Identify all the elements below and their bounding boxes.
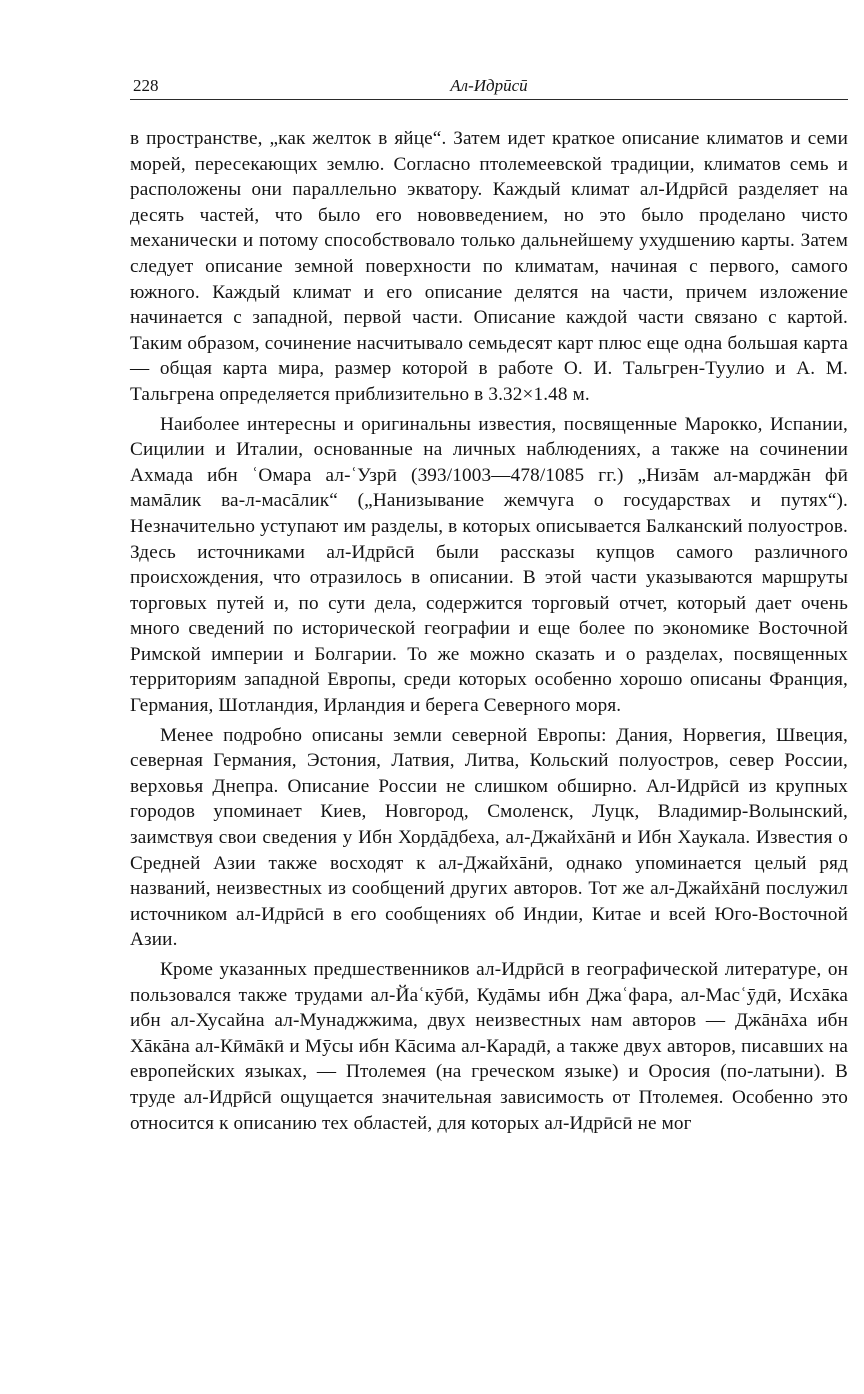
book-page — [130, 70, 848, 1136]
running-title: Ал-Идрӣсӣ — [450, 76, 528, 95]
paragraph: в пространстве, „как желток в яйце“. Затем идет краткое описание климатов и семи морей, пересекающих землю. Согласно птолемеевской традиции, климатов семь и расположены они параллельно экватору. Каждый климат ал-Идрӣсӣ разделяет на десять частей, что было его нововведением, но это было проделано чисто механически и потому способствовало только дальнейшему ухудшению карты. Затем следует описание земной поверхности по климатам, начиная с первого, самого южного. Каждый климат и его описание делятся на части, причем изложение начинается с западной, первой части. Описание каждой части связано с картой. Таким образом, сочинение насчитывало семьдесят карт плюс еще одна большая карта — общая карта мира, размер которой в работе О. И. Тальгрен-Туулио и А. М. Тальгрена определяется приблизительно в 3.32×1.48 м. — [130, 128, 848, 405]
page-header — [130, 70, 848, 96]
body-text — [130, 126, 848, 1136]
paragraph: Менее подробно описаны земли северной Европы: Дания, Норвегия, Швеция, северная Германия, Эстония, Латвия, Литва, Кольский полуостров, север России, верховья Днепра. Описание России не слишком обширно. Ал-Идрӣсӣ из крупных городов упоминает Киев, Новгород, Смоленск, Луцк, Владимир-Волынский, заимствуя свои сведения у Ибн Хордāдбеха, ал-Джайхāнӣ и Ибн Хаукала. Известия о Средней Азии также восходят к ал-Джайхāнӣ, однако упоминается целый ряд названий, неизвестных из сообщений других авторов. Тот же ал-Джайхāнӣ послужил источником ал-Идрӣсӣ в его сообщениях об Индии, Китае и всей Юго-Восточной Азии. — [130, 724, 848, 951]
header-rule — [130, 99, 848, 100]
paragraph: Кроме указанных предшественников ал-Идрӣсӣ в географической литературе, он пользовался также трудами ал-Йаʿкӯбӣ, Кудāмы ибн Джаʿфара, ал-Масʿӯдӣ, Исхāка ибн ал-Хусайна ал-Мунаджжима, двух неизвестных нам авторов — Джāнāха ибн Хāкāна ал-Кӣмāкӣ и Мӯсы ибн Кāсима ал-Карадӣ, а также двух авторов, писавших на европейских языках, — Птолемея (на греческом языке) и Оросия (по-латыни). В труде ал-Идрӣсӣ ощущается значительная зависимость от Птолемея. Особенно это относится к описанию тех областей, для которых ал-Идрӣсӣ не мог — [130, 959, 848, 1134]
paragraph: Наиболее интересны и оригинальны известия, посвященные Марокко, Испании, Сицилии и Италии, основанные на личных наблюдениях, а также на сочинении Ахмада ибн ʿОмара ал-ʿУзрӣ (393/1003—478/1085 гг.) „Низāм ал-марджāн фӣ мамāлик ва-л-масāлик“ („Нанизывание жемчуга о государствах и путях“). Незначительно уступают им разделы, в которых описывается Балканский полуостров. Здесь источниками ал-Идрӣсӣ были рассказы купцов самого различного происхождения, что отразилось в описании. В этой части указываются маршруты торговых путей и, по сути дела, содержится торговый отчет, который дает очень много сведений по исторической географии и еще более по экономике Восточной Римской империи и Болгарии. То же можно сказать и о разделах, посвященных территориям западной Европы, среди которых особенно хорошо описаны Франция, Германия, Шотландия, Ирландия и берега Северного моря. — [130, 413, 848, 717]
page-number: 228 — [133, 76, 159, 95]
